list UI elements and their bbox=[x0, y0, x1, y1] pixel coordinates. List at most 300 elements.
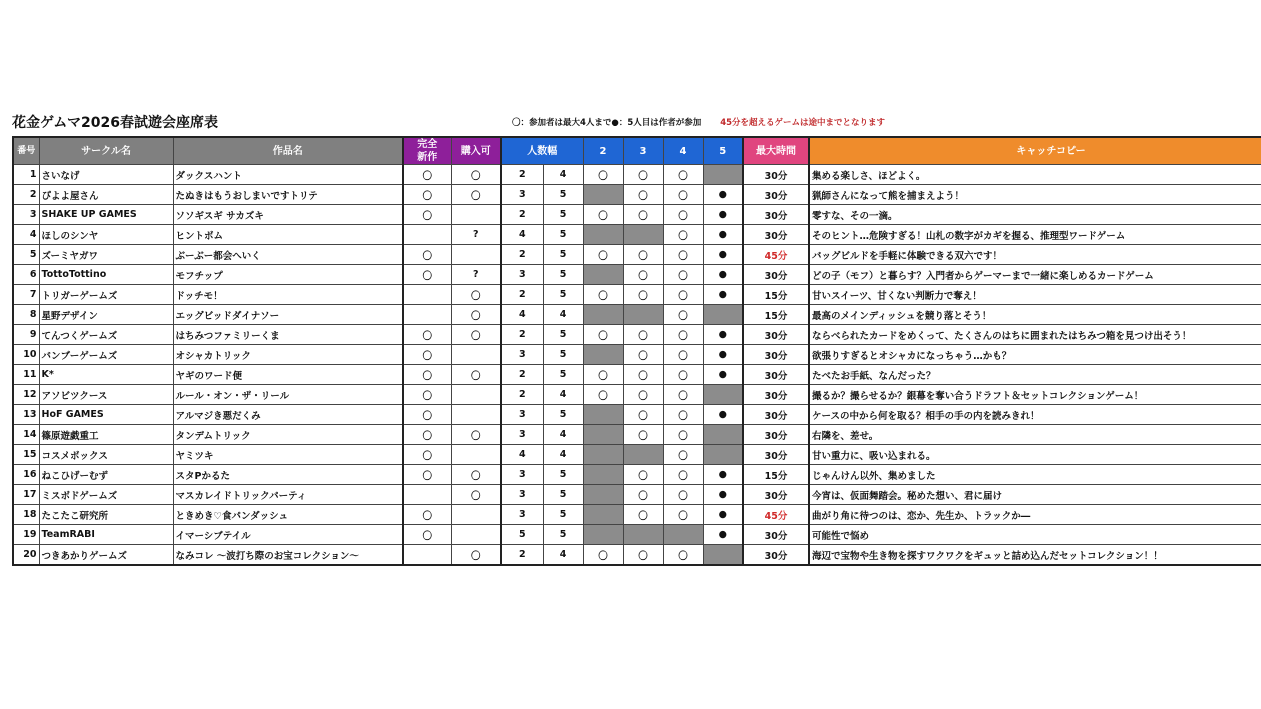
max-time: 15分 bbox=[743, 285, 809, 305]
new-flag: 〇 bbox=[403, 385, 451, 405]
legend-time-note: 45分を超えるゲームは途中までとなります bbox=[720, 118, 886, 128]
p3-cell: 〇 bbox=[623, 285, 663, 305]
max-time: 30分 bbox=[743, 545, 809, 566]
new-flag bbox=[403, 225, 451, 245]
header-new bbox=[403, 137, 451, 165]
table-row bbox=[13, 325, 1261, 345]
min-players: 2 bbox=[501, 325, 543, 345]
circle-name: アソビツクース bbox=[39, 385, 173, 405]
buy-flag bbox=[451, 405, 501, 425]
p2-cell: 〇 bbox=[583, 385, 623, 405]
p4-cell: 〇 bbox=[663, 165, 703, 185]
min-players: 3 bbox=[501, 505, 543, 525]
table-body bbox=[13, 165, 1261, 566]
work-title: なみコレ ～波打ち際のお宝コレクション～ bbox=[173, 545, 403, 566]
row-number: 10 bbox=[13, 345, 39, 365]
p2-cell bbox=[583, 445, 623, 465]
p4-cell bbox=[663, 525, 703, 545]
p4-cell: 〇 bbox=[663, 445, 703, 465]
header-p2: 2 bbox=[583, 137, 623, 165]
row-number: 13 bbox=[13, 405, 39, 425]
row-number: 19 bbox=[13, 525, 39, 545]
max-players: 5 bbox=[543, 245, 583, 265]
buy-flag bbox=[451, 385, 501, 405]
header-number: 番号 bbox=[13, 137, 39, 165]
work-title: ドッチモ！ bbox=[173, 285, 403, 305]
max-time: 15分 bbox=[743, 465, 809, 485]
p2-cell bbox=[583, 485, 623, 505]
row-number: 11 bbox=[13, 365, 39, 385]
max-players: 5 bbox=[543, 405, 583, 425]
max-players: 4 bbox=[543, 385, 583, 405]
table-row bbox=[13, 185, 1261, 205]
table-row bbox=[13, 505, 1261, 525]
max-time: 30分 bbox=[743, 385, 809, 405]
table-row bbox=[13, 365, 1261, 385]
table-row bbox=[13, 445, 1261, 465]
p2-cell bbox=[583, 265, 623, 285]
buy-flag bbox=[451, 525, 501, 545]
p3-cell: 〇 bbox=[623, 485, 663, 505]
work-title: ルール・オン・ザ・リール bbox=[173, 385, 403, 405]
new-flag: 〇 bbox=[403, 265, 451, 285]
p2-cell bbox=[583, 305, 623, 325]
header-buy: 購入可 bbox=[451, 137, 501, 165]
max-time: 30分 bbox=[743, 425, 809, 445]
header-p4: 4 bbox=[663, 137, 703, 165]
header-work: 作品名 bbox=[173, 137, 403, 165]
p2-cell bbox=[583, 465, 623, 485]
max-time: 30分 bbox=[743, 405, 809, 425]
p4-cell: 〇 bbox=[663, 505, 703, 525]
work-title: エッグビッドダイナソー bbox=[173, 305, 403, 325]
header-players: 人数幅 bbox=[501, 137, 583, 165]
table-row bbox=[13, 225, 1261, 245]
p3-cell bbox=[623, 445, 663, 465]
p5-cell bbox=[703, 445, 743, 465]
row-number: 2 bbox=[13, 185, 39, 205]
p5-cell: ● bbox=[703, 225, 743, 245]
p2-cell: 〇 bbox=[583, 545, 623, 566]
work-title: はちみつファミリーくま bbox=[173, 325, 403, 345]
catch-copy: 最高のメインディッシュを競り落とそう！ bbox=[809, 305, 1261, 325]
table-row bbox=[13, 385, 1261, 405]
max-players: 5 bbox=[543, 285, 583, 305]
max-time: 45分 bbox=[743, 505, 809, 525]
max-players: 5 bbox=[543, 205, 583, 225]
p2-cell bbox=[583, 185, 623, 205]
p3-cell bbox=[623, 525, 663, 545]
p4-cell: 〇 bbox=[663, 485, 703, 505]
table-row bbox=[13, 205, 1261, 225]
catch-copy: 撮るか？撮らせるか？銀幕を奪い合うドラフト＆セットコレクションゲーム！ bbox=[809, 385, 1261, 405]
circle-name: TottoTottino bbox=[39, 265, 173, 285]
p4-cell: 〇 bbox=[663, 465, 703, 485]
catch-copy: どの子（モフ）と暮らす？入門者からゲーマーまで一緒に楽しめるカードゲーム bbox=[809, 265, 1261, 285]
catch-copy: 今宵は、仮面舞踏会。秘めた想い、君に届け bbox=[809, 485, 1261, 505]
circle-name: 篠原遊戯重工 bbox=[39, 425, 173, 445]
new-flag: 〇 bbox=[403, 505, 451, 525]
p3-cell: 〇 bbox=[623, 325, 663, 345]
buy-flag bbox=[451, 445, 501, 465]
work-title: マスカレイドトリックパーティ bbox=[173, 485, 403, 505]
p2-cell bbox=[583, 525, 623, 545]
max-time: 30分 bbox=[743, 185, 809, 205]
min-players: 2 bbox=[501, 385, 543, 405]
max-players: 5 bbox=[543, 365, 583, 385]
table-row bbox=[13, 265, 1261, 285]
buy-flag bbox=[451, 505, 501, 525]
row-number: 9 bbox=[13, 325, 39, 345]
header-circle: サークル名 bbox=[39, 137, 173, 165]
circle-name: さいなげ bbox=[39, 165, 173, 185]
p5-cell: ● bbox=[703, 245, 743, 265]
p3-cell: 〇 bbox=[623, 185, 663, 205]
circle-name: K* bbox=[39, 365, 173, 385]
row-number: 15 bbox=[13, 445, 39, 465]
min-players: 3 bbox=[501, 265, 543, 285]
header-p5: 5 bbox=[703, 137, 743, 165]
catch-copy: ならべられたカードをめくって、たくさんのはちに囲まれたはちみつ箱を見つけ出そう！ bbox=[809, 325, 1261, 345]
buy-flag: 〇 bbox=[451, 285, 501, 305]
max-players: 4 bbox=[543, 545, 583, 566]
catch-copy: ケースの中から何を取る？相手の手の内を読みきれ！ bbox=[809, 405, 1261, 425]
buy-flag: 〇 bbox=[451, 305, 501, 325]
min-players: 2 bbox=[501, 365, 543, 385]
p4-cell: 〇 bbox=[663, 325, 703, 345]
p5-cell: ● bbox=[703, 325, 743, 345]
p4-cell: 〇 bbox=[663, 245, 703, 265]
page-title: 花金ゲムマ2026春試遊会座席表 bbox=[12, 115, 218, 131]
p4-cell: 〇 bbox=[663, 305, 703, 325]
p2-cell: 〇 bbox=[583, 285, 623, 305]
p2-cell: 〇 bbox=[583, 165, 623, 185]
circle-name: つきあかりゲームズ bbox=[39, 545, 173, 566]
min-players: 2 bbox=[501, 285, 543, 305]
p3-cell: 〇 bbox=[623, 165, 663, 185]
p3-cell: 〇 bbox=[623, 365, 663, 385]
work-title: オシャカトリック bbox=[173, 345, 403, 365]
buy-flag: 〇 bbox=[451, 325, 501, 345]
max-players: 4 bbox=[543, 305, 583, 325]
catch-copy: 甘いスイーツ、甘くない判断力で奪え！ bbox=[809, 285, 1261, 305]
table-row bbox=[13, 245, 1261, 265]
buy-flag bbox=[451, 205, 501, 225]
max-time: 45分 bbox=[743, 245, 809, 265]
catch-copy: 右隣を、差せ。 bbox=[809, 425, 1261, 445]
p3-cell: 〇 bbox=[623, 245, 663, 265]
p2-cell bbox=[583, 405, 623, 425]
p4-cell: 〇 bbox=[663, 225, 703, 245]
header-catch: キャッチコピー bbox=[809, 137, 1261, 165]
p2-cell: 〇 bbox=[583, 205, 623, 225]
catch-copy: 海辺で宝物や生き物を探すワクワクをギュッと詰め込んだセットコレクション！！ bbox=[809, 545, 1261, 566]
catch-copy: 曲がり角に待つのは、恋か、先生か、トラックか― bbox=[809, 505, 1261, 525]
row-number: 17 bbox=[13, 485, 39, 505]
circle-name: トリガーゲームズ bbox=[39, 285, 173, 305]
buy-flag: ? bbox=[451, 265, 501, 285]
legend-note: 〇：参加者は最大4人まで●：5人目は作者が参加 bbox=[512, 118, 702, 128]
new-flag: 〇 bbox=[403, 365, 451, 385]
buy-flag: 〇 bbox=[451, 465, 501, 485]
row-number: 5 bbox=[13, 245, 39, 265]
p5-cell: ● bbox=[703, 205, 743, 225]
catch-copy: 欲張りすぎるとオシャカになっちゃう…かも？ bbox=[809, 345, 1261, 365]
max-players: 5 bbox=[543, 185, 583, 205]
p2-cell: 〇 bbox=[583, 365, 623, 385]
catch-copy: 零すな、その一滴。 bbox=[809, 205, 1261, 225]
row-number: 1 bbox=[13, 165, 39, 185]
max-players: 5 bbox=[543, 265, 583, 285]
row-number: 6 bbox=[13, 265, 39, 285]
p4-cell: 〇 bbox=[663, 365, 703, 385]
max-players: 5 bbox=[543, 485, 583, 505]
p4-cell: 〇 bbox=[663, 545, 703, 566]
row-number: 8 bbox=[13, 305, 39, 325]
max-players: 5 bbox=[543, 465, 583, 485]
circle-name: たこたこ研究所 bbox=[39, 505, 173, 525]
max-time: 30分 bbox=[743, 525, 809, 545]
max-players: 5 bbox=[543, 505, 583, 525]
max-players: 4 bbox=[543, 425, 583, 445]
p3-cell bbox=[623, 305, 663, 325]
min-players: 5 bbox=[501, 525, 543, 545]
new-flag: 〇 bbox=[403, 345, 451, 365]
min-players: 4 bbox=[501, 305, 543, 325]
new-flag: 〇 bbox=[403, 445, 451, 465]
p5-cell: ● bbox=[703, 365, 743, 385]
circle-name: ねこひげーむず bbox=[39, 465, 173, 485]
max-time: 30分 bbox=[743, 205, 809, 225]
buy-flag: 〇 bbox=[451, 185, 501, 205]
table-row bbox=[13, 465, 1261, 485]
p4-cell: 〇 bbox=[663, 385, 703, 405]
circle-name: TeamRABI bbox=[39, 525, 173, 545]
p4-cell: 〇 bbox=[663, 285, 703, 305]
seating-table bbox=[12, 136, 1261, 566]
header-time: 最大時間 bbox=[743, 137, 809, 165]
work-title: たぬきはもうおしまいですトリテ bbox=[173, 185, 403, 205]
max-time: 30分 bbox=[743, 265, 809, 285]
p2-cell bbox=[583, 505, 623, 525]
circle-name: HoF GAMES bbox=[39, 405, 173, 425]
p4-cell: 〇 bbox=[663, 185, 703, 205]
p2-cell: 〇 bbox=[583, 245, 623, 265]
p4-cell: 〇 bbox=[663, 265, 703, 285]
buy-flag bbox=[451, 245, 501, 265]
max-time: 30分 bbox=[743, 445, 809, 465]
work-title: ソソギスギ サカズキ bbox=[173, 205, 403, 225]
p3-cell bbox=[623, 225, 663, 245]
row-number: 14 bbox=[13, 425, 39, 445]
min-players: 2 bbox=[501, 245, 543, 265]
p3-cell: 〇 bbox=[623, 265, 663, 285]
new-flag: 〇 bbox=[403, 185, 451, 205]
header-row bbox=[13, 137, 1261, 165]
circle-name: ぴよよ屋さん bbox=[39, 185, 173, 205]
work-title: ヤギのワード便 bbox=[173, 365, 403, 385]
work-title: ダックスハント bbox=[173, 165, 403, 185]
p3-cell: 〇 bbox=[623, 545, 663, 566]
catch-copy: 可能性で悩め bbox=[809, 525, 1261, 545]
max-time: 30分 bbox=[743, 345, 809, 365]
p5-cell bbox=[703, 385, 743, 405]
p5-cell: ● bbox=[703, 485, 743, 505]
row-number: 18 bbox=[13, 505, 39, 525]
row-number: 20 bbox=[13, 545, 39, 566]
p5-cell: ● bbox=[703, 265, 743, 285]
new-flag: 〇 bbox=[403, 525, 451, 545]
table-row bbox=[13, 285, 1261, 305]
p2-cell bbox=[583, 425, 623, 445]
catch-copy: たべたお手紙、なんだった？ bbox=[809, 365, 1261, 385]
catch-copy: 猟師さんになって熊を捕まえよう！ bbox=[809, 185, 1261, 205]
max-players: 4 bbox=[543, 445, 583, 465]
table-row bbox=[13, 425, 1261, 445]
row-number: 7 bbox=[13, 285, 39, 305]
new-flag: 〇 bbox=[403, 405, 451, 425]
new-flag bbox=[403, 305, 451, 325]
min-players: 2 bbox=[501, 545, 543, 566]
p3-cell: 〇 bbox=[623, 345, 663, 365]
circle-name: SHAKE UP GAMES bbox=[39, 205, 173, 225]
p3-cell: 〇 bbox=[623, 425, 663, 445]
buy-flag bbox=[451, 345, 501, 365]
p5-cell: ● bbox=[703, 345, 743, 365]
new-flag: 〇 bbox=[403, 205, 451, 225]
new-flag: 〇 bbox=[403, 425, 451, 445]
p2-cell bbox=[583, 225, 623, 245]
work-title: ヒントボム bbox=[173, 225, 403, 245]
max-players: 5 bbox=[543, 325, 583, 345]
buy-flag: 〇 bbox=[451, 425, 501, 445]
work-title: モフチップ bbox=[173, 265, 403, 285]
max-players: 5 bbox=[543, 525, 583, 545]
new-flag: 〇 bbox=[403, 465, 451, 485]
p5-cell bbox=[703, 425, 743, 445]
work-title: ときめき♡食パンダッシュ bbox=[173, 505, 403, 525]
row-number: 3 bbox=[13, 205, 39, 225]
p5-cell: ● bbox=[703, 285, 743, 305]
work-title: タンデムトリック bbox=[173, 425, 403, 445]
row-number: 16 bbox=[13, 465, 39, 485]
work-title: スタPかるた bbox=[173, 465, 403, 485]
legend bbox=[512, 116, 885, 128]
p3-cell: 〇 bbox=[623, 385, 663, 405]
min-players: 3 bbox=[501, 425, 543, 445]
header-p3: 3 bbox=[623, 137, 663, 165]
min-players: 4 bbox=[501, 445, 543, 465]
min-players: 3 bbox=[501, 345, 543, 365]
p3-cell: 〇 bbox=[623, 465, 663, 485]
max-time: 30分 bbox=[743, 225, 809, 245]
new-flag bbox=[403, 485, 451, 505]
row-number: 12 bbox=[13, 385, 39, 405]
new-flag bbox=[403, 545, 451, 566]
new-flag: 〇 bbox=[403, 325, 451, 345]
p5-cell bbox=[703, 545, 743, 566]
buy-flag: 〇 bbox=[451, 365, 501, 385]
max-players: 5 bbox=[543, 225, 583, 245]
work-title: ヤミツキ bbox=[173, 445, 403, 465]
max-time: 30分 bbox=[743, 165, 809, 185]
new-flag: 〇 bbox=[403, 245, 451, 265]
buy-flag: 〇 bbox=[451, 545, 501, 566]
max-time: 30分 bbox=[743, 365, 809, 385]
table-row bbox=[13, 305, 1261, 325]
p5-cell: ● bbox=[703, 465, 743, 485]
p5-cell: ● bbox=[703, 505, 743, 525]
circle-name: ほしのシンヤ bbox=[39, 225, 173, 245]
table-row bbox=[13, 165, 1261, 185]
new-flag: 〇 bbox=[403, 165, 451, 185]
circle-name: コスメボックス bbox=[39, 445, 173, 465]
new-flag bbox=[403, 285, 451, 305]
p4-cell: 〇 bbox=[663, 345, 703, 365]
catch-copy: じゃんけん以外、集めました bbox=[809, 465, 1261, 485]
table-row bbox=[13, 485, 1261, 505]
table-row bbox=[13, 405, 1261, 425]
min-players: 4 bbox=[501, 225, 543, 245]
table-row bbox=[13, 525, 1261, 545]
p3-cell: 〇 bbox=[623, 505, 663, 525]
p2-cell bbox=[583, 345, 623, 365]
max-time: 30分 bbox=[743, 325, 809, 345]
header-new-line1: 完全 bbox=[417, 139, 438, 150]
p5-cell: ● bbox=[703, 185, 743, 205]
catch-copy: 集める楽しさ、ほどよく。 bbox=[809, 165, 1261, 185]
circle-name: ズーミヤガワ bbox=[39, 245, 173, 265]
p2-cell: 〇 bbox=[583, 325, 623, 345]
p4-cell: 〇 bbox=[663, 405, 703, 425]
table-row bbox=[13, 345, 1261, 365]
buy-flag: ? bbox=[451, 225, 501, 245]
min-players: 3 bbox=[501, 185, 543, 205]
catch-copy: そのヒント…危険すぎる！山札の数字がカギを握る、推理型ワードゲーム bbox=[809, 225, 1261, 245]
catch-copy: バッグビルドを手軽に体験できる双六です！ bbox=[809, 245, 1261, 265]
catch-copy: 甘い重力に、吸い込まれる。 bbox=[809, 445, 1261, 465]
p5-cell bbox=[703, 305, 743, 325]
p3-cell: 〇 bbox=[623, 205, 663, 225]
p4-cell: 〇 bbox=[663, 425, 703, 445]
circle-name: バンブーゲームズ bbox=[39, 345, 173, 365]
table-row bbox=[13, 545, 1261, 566]
row-number: 4 bbox=[13, 225, 39, 245]
p5-cell: ● bbox=[703, 405, 743, 425]
max-players: 5 bbox=[543, 345, 583, 365]
min-players: 3 bbox=[501, 405, 543, 425]
p5-cell: ● bbox=[703, 525, 743, 545]
work-title: ぶーぶー都会へいく bbox=[173, 245, 403, 265]
min-players: 2 bbox=[501, 205, 543, 225]
p3-cell: 〇 bbox=[623, 405, 663, 425]
buy-flag: 〇 bbox=[451, 485, 501, 505]
work-title: イマーシブテイル bbox=[173, 525, 403, 545]
p5-cell bbox=[703, 165, 743, 185]
max-time: 30分 bbox=[743, 485, 809, 505]
min-players: 2 bbox=[501, 165, 543, 185]
min-players: 3 bbox=[501, 465, 543, 485]
header-new-line2: 新作 bbox=[417, 152, 438, 163]
circle-name: てんつくゲームズ bbox=[39, 325, 173, 345]
min-players: 3 bbox=[501, 485, 543, 505]
circle-name: 星野デザイン bbox=[39, 305, 173, 325]
work-title: アルマジき悪だくみ bbox=[173, 405, 403, 425]
buy-flag: 〇 bbox=[451, 165, 501, 185]
p4-cell: 〇 bbox=[663, 205, 703, 225]
circle-name: ミスボドゲームズ bbox=[39, 485, 173, 505]
max-time: 15分 bbox=[743, 305, 809, 325]
